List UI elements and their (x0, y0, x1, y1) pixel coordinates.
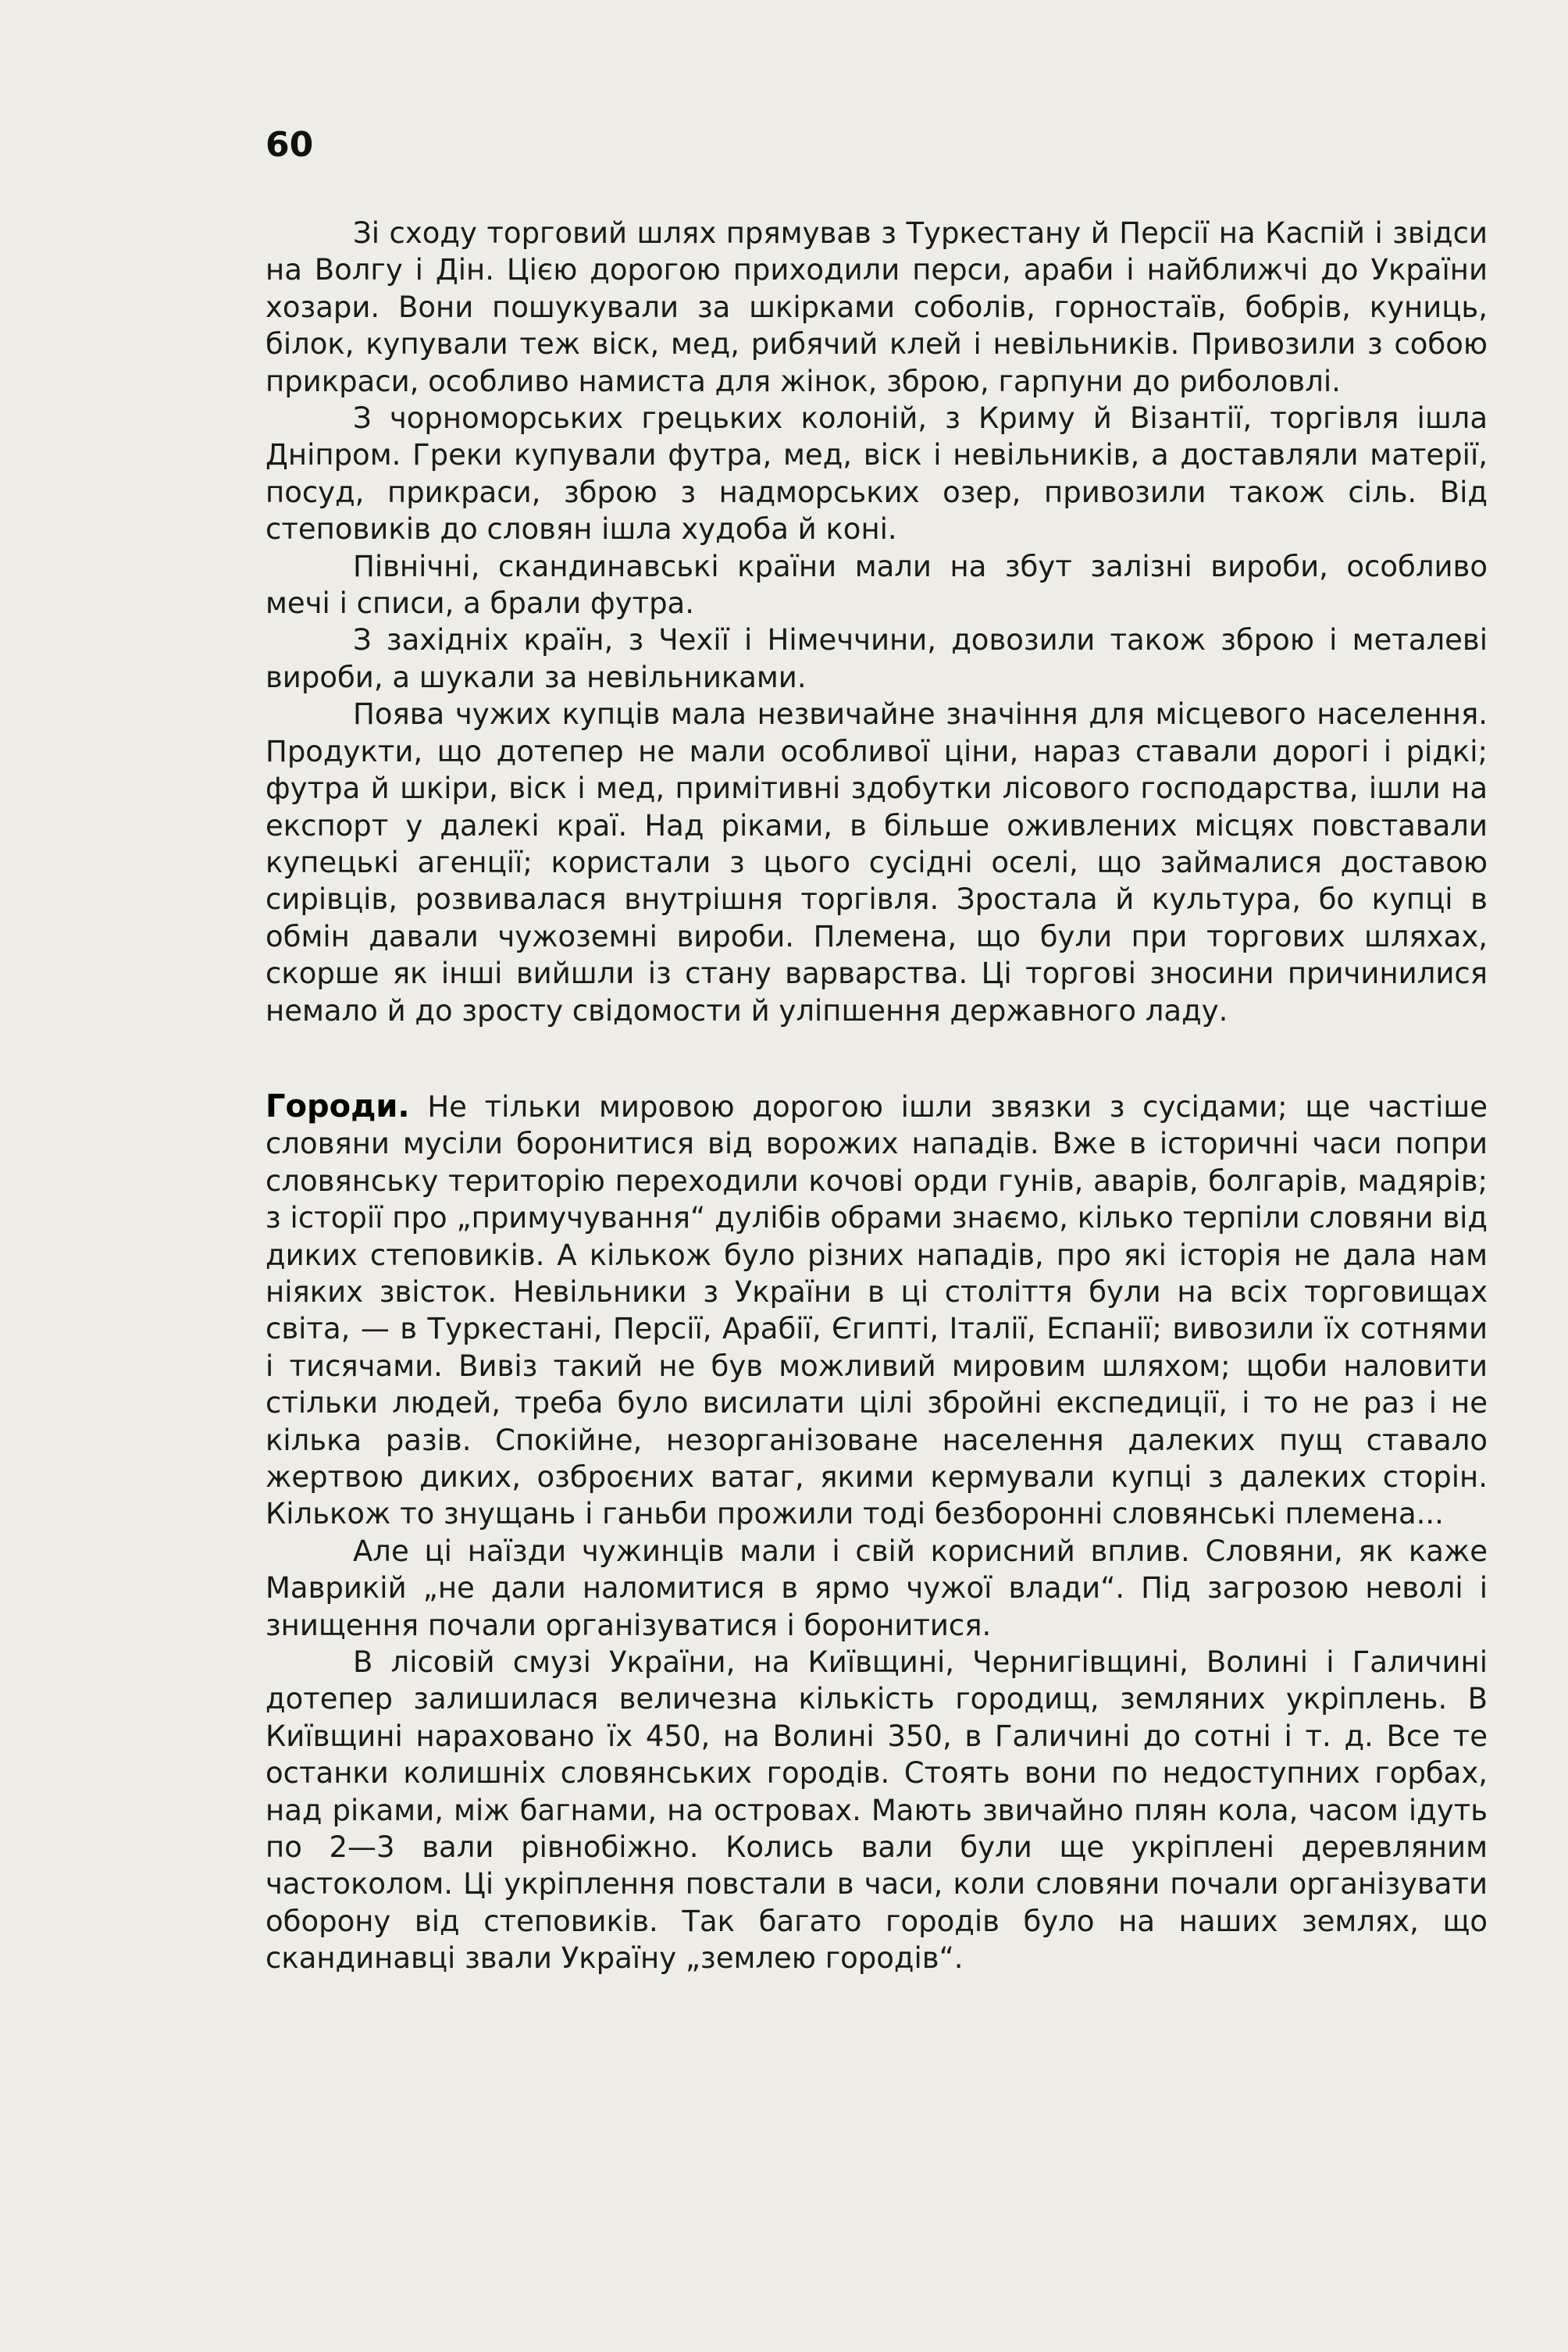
section-gorody-lead (265, 1089, 1488, 1533)
paragraph-hillforts: В лісовій смузі України, на Київщині, Чернигівщині, Волині і Галичині дотепер залишилася величезна кількість городищ, земляних укріплень. В Київщині нараховано їх 450, на Волині 350, в Галичині до сотні і т. д. Все те останки колишніх словянських городів. Стоять вони по недоступних горбах, над ріками, між багнами, на островах. Мають звичайно плян кола, часом ідуть по 2—3 вали рівнобіжно. Колись вали були ще укріплені деревляним частоколом. Ці укріплення повстали в часи, коли словяни почали організувати оборону від степовиків. Так багато городів було на наших землях, що скандинавці звали Україну „землею городів“. (265, 1645, 1488, 1976)
section-spacer (265, 1029, 1488, 1089)
text-column (265, 215, 1488, 1977)
section-title: Городи. (265, 1088, 410, 1124)
paragraph-black-sea-trade: З чорноморських грецьких колоній, з Криму й Візантії, торгівля ішла Дніпром. Греки купували футра, мед, віск і невільників, а доставляли матерії, посуд, прикраси, зброю з надморських озер, привозили також сіль. Від степовиків до словян ішла худоба й коні. (265, 401, 1488, 547)
paragraph-eastern-trade: Зі сходу торговий шлях прямував з Туркестану й Персії на Каспій і звідси на Волгу і Дін. Цією дорогою приходили перси, араби і найближчі до України хозари. Вони пошукували за шкірками соболів, горностаїв, бобрів, куниць, білок, купували теж віск, мед, рибячий клей і невільників. Привозили з собою прикраси, особливо намиста для жінок, зброю, гарпуни до риболовлі. (265, 216, 1488, 398)
section-lead-text: Не тільки мировою дорогою ішли звязки з сусідами; ще частіше словяни мусіли боронитися від ворожих нападів. Вже в історичні часи попри словянську територію переходили кочові орди гунів, аварів, болгарів, мадярів; з історії про „примучування“ дулібів обрами знаємо, кілько терпіли словяни від диких степовиків. А кількож було різних нападів, про які історія не дала нам ніяких звісток. Невільники з України в ці століття були на всіх торговищах світа, — в Туркестані, Персії, Арабії, Єгипті, Італії, Еспанії; вивозили їх сотнями і тисячами. Вивіз такий не був можливий мировим шляхом; щоби наловити стільки людей, треба було висилати цілі збройні експедиції, і то не раз і не кілька разів. Спокійне, незорганізоване населення далеких пущ ставало жертвою диких, озброєних ватаг, якими кермували купці з далеких сторін. Кількож то знущань і ганьби прожили тоді безборонні словянські племена... (265, 1089, 1488, 1531)
page-number: 60 (265, 125, 314, 165)
paragraph-western-trade: З західніх країн, з Чехії і Німеччини, довозили також зброю і металеві вироби, а шукали за невільниками. (265, 623, 1488, 694)
paragraph-merchants-significance: Поява чужих купців мала незвичайне значіння для місцевого населення. Продукти, що дотепер не мали особливої ціни, нараз ставали дорогі і рідкі; футра й шкіри, віск і мед, примітивні здобутки лісового господарства, ішли на експорт у далекі краї. Над ріками, в більше оживлених місцях повставали купецькі агенції; користали з цього сусідні оселі, що займалися доставою сирівців, розвивалася внутрішня торгівля. Зростала й культура, бо купці в обмін давали чужоземні вироби. Племена, що були при торгових шляхах, скорше як інші вийшли із стану варварства. Ці торгові зносини причинилися немало й до зросту свідомости й уліпшення державного ладу. (265, 697, 1488, 1028)
paragraph-northern-trade: Північні, скандинавські країни мали на збут залізні вироби, особливо мечі і списи, а брали футра. (265, 549, 1488, 621)
paragraph-invasions-effect: Але ці наїзди чужинців мали і свій корисний вплив. Словяни, як каже Маврикій „не дали наломитися в ярмо чужої влади“. Під загрозою неволі і знищення почали організуватися і боронитися. (265, 1534, 1488, 1642)
